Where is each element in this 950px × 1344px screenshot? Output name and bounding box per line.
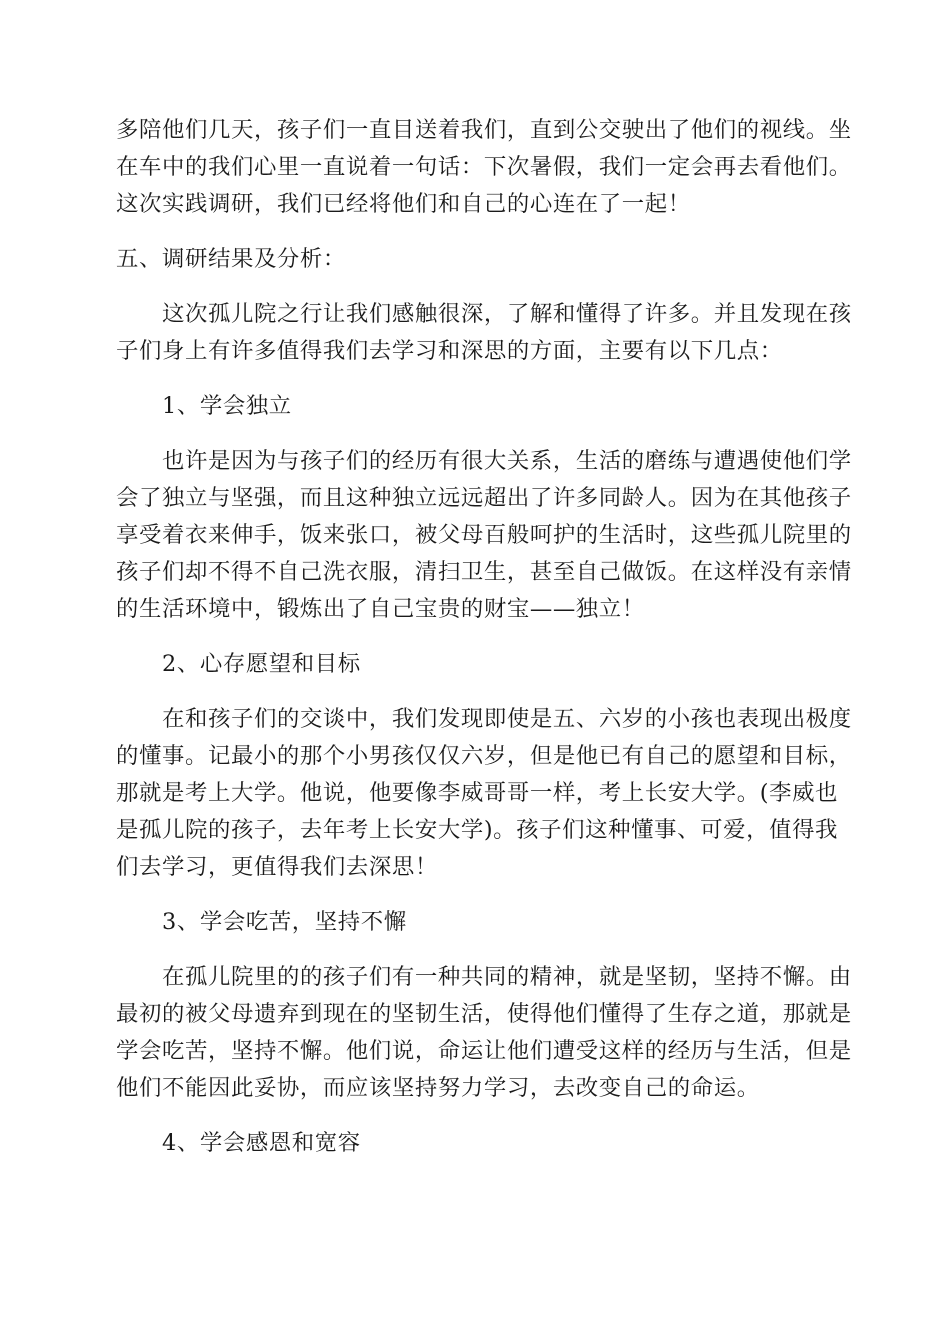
text-line: 在车中的我们心里一直说着一句话：下次暑假，我们一定会再去看他们。	[116, 154, 852, 180]
text-line: 他们不能因此妥协，而应该坚持努力学习，去改变自己的命运。	[116, 1075, 760, 1101]
text-line: 孩子们却不得不自己洗衣服，清扫卫生，甚至自己做饭。在这样没有亲情	[116, 559, 852, 585]
text-line: 那就是考上大学。他说，他要像李威哥哥一样，考上长安大学。(李威也	[116, 780, 839, 806]
text-line: 这次实践调研，我们已经将他们和自己的心连在了一起！	[116, 191, 691, 217]
text-line: 在和孩子们的交谈中，我们发现即使是五、六岁的小孩也表现出极度	[162, 706, 852, 732]
text-line: 这次孤儿院之行让我们感触很深，了解和懂得了许多。并且发现在孩	[162, 301, 852, 327]
text-line: 会了独立与坚强，而且这种独立远远超出了许多同龄人。因为在其他孩子	[116, 485, 852, 511]
point-paragraph	[116, 959, 852, 1107]
point-heading: 2、心存愿望和目标	[162, 651, 361, 677]
text-line: 享受着衣来伸手，饭来张口，被父母百般呵护的生活时，这些孤儿院里的	[116, 522, 852, 548]
text-line: 的生活环境中，锻炼出了自己宝贵的财宝——独立！	[116, 596, 645, 622]
point-heading: 1、学会独立	[162, 393, 292, 419]
text-line: 子们身上有许多值得我们去学习和深思的方面，主要有以下几点：	[116, 338, 783, 364]
intro-paragraph	[116, 296, 852, 370]
text-line: 在孤儿院里的的孩子们有一种共同的精神，就是坚韧，坚持不懈。由	[162, 964, 852, 990]
text-line: 多陪他们几天，孩子们一直目送着我们，直到公交驶出了他们的视线。坐	[116, 117, 852, 143]
document-body	[116, 112, 852, 1180]
text-line: 是孤儿院的孩子，去年考上长安大学)。孩子们这种懂事、可爱，值得我	[116, 817, 839, 843]
point-paragraph	[116, 443, 852, 628]
text-line: 的懂事。记最小的那个小男孩仅仅六岁，但是他已有自己的愿望和目标，	[116, 743, 852, 769]
point-paragraph	[116, 701, 852, 886]
text-line: 也许是因为与孩子们的经历有很大关系，生活的磨练与遭遇使他们学	[162, 448, 852, 474]
point-heading: 4、学会感恩和宽容	[162, 1130, 361, 1156]
point-heading: 3、学会吃苦，坚持不懈	[162, 909, 407, 935]
text-line: 最初的被父母遗弃到现在的坚韧生活，使得他们懂得了生存之道，那就是	[116, 1001, 852, 1027]
text-line: 学会吃苦，坚持不懈。他们说，命运让他们遭受这样的经历与生活，但是	[116, 1038, 852, 1064]
continuation-paragraph	[116, 112, 852, 223]
section-heading: 五、调研结果及分析：	[116, 246, 346, 272]
text-line: 们去学习，更值得我们去深思！	[116, 854, 438, 880]
